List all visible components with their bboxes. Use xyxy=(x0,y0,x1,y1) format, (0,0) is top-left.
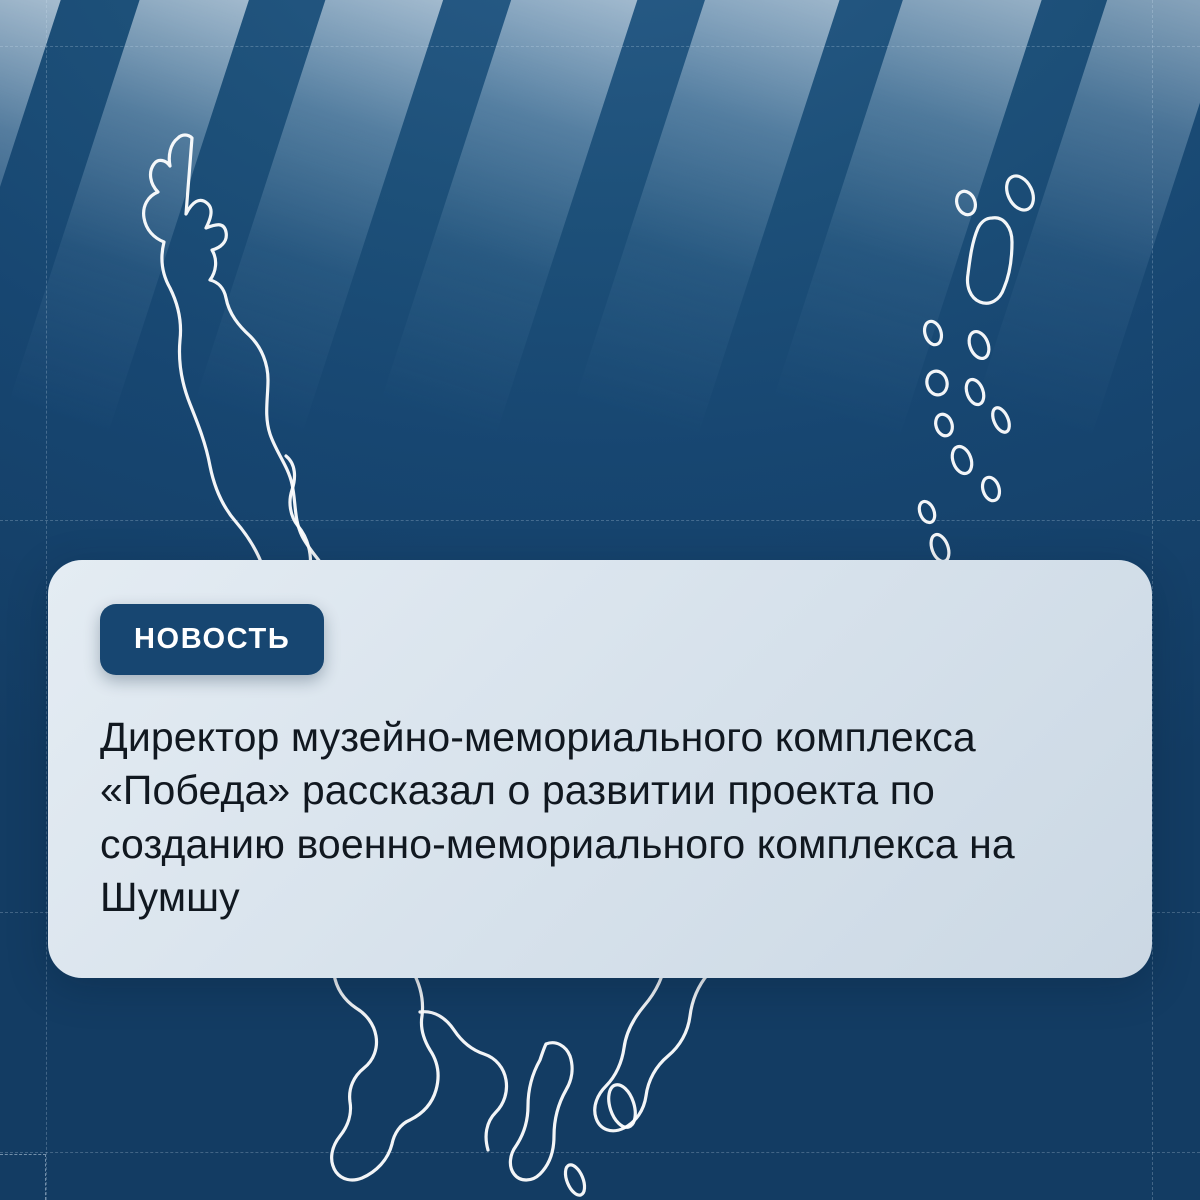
page-title: Директор музейно-мемориального комплекса «Победа» рассказал о развитии проекта по созданию военно-мемориального комплекса на Шумшу xyxy=(100,714,1015,920)
corner-mark xyxy=(0,1154,46,1200)
status-badge: НОВОСТЬ xyxy=(100,604,324,675)
news-card xyxy=(48,560,1152,978)
